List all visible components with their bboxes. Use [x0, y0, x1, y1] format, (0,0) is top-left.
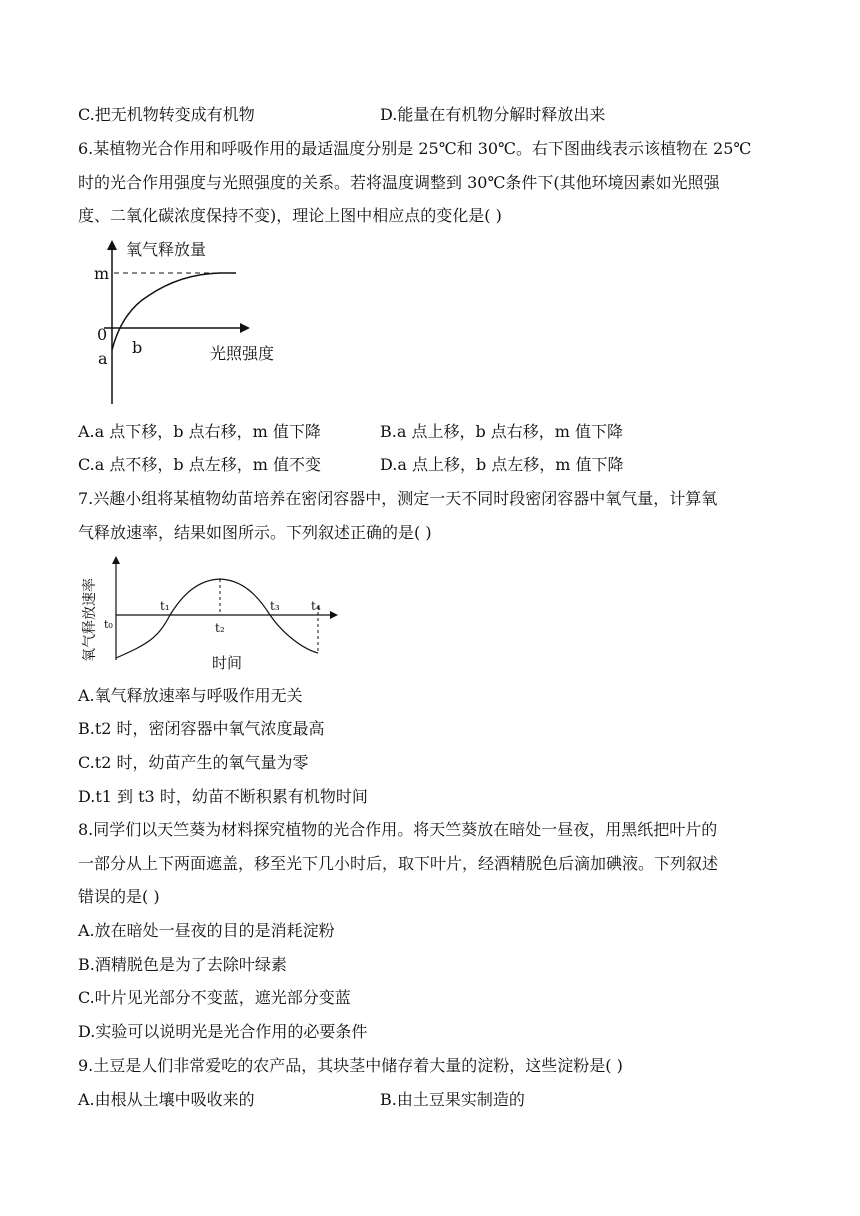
- q7-label-t4: t₄: [311, 599, 321, 613]
- q7-label-t2: t₂: [215, 621, 225, 635]
- q6-label-b: b: [132, 338, 143, 357]
- q6-x-axis-label: 光照强度: [210, 344, 275, 363]
- q6-curve: [112, 273, 236, 350]
- q7-y-axis-label: 氧气释放速率: [82, 578, 98, 662]
- q6-option-c: C.a 点不移，b 点左移，m 值不变: [78, 455, 321, 474]
- q7-option-c: C.t2 时，幼苗产生的氧气量为零: [78, 753, 309, 772]
- q6-y-axis-label: 氧气释放量: [126, 240, 207, 259]
- q7-option-d: D.t1 到 t3 时，幼苗不断积累有机物时间: [78, 787, 368, 806]
- q6-label-0: 0: [97, 325, 108, 344]
- q7-stem-line-1: 7.兴趣小组将某植物幼苗培养在密闭容器中，测定一天不同时段密闭容器中氧气量，计算氧: [78, 489, 718, 508]
- q8-stem-line-2: 一部分从上下两面遮盖，移至光下几小时后，取下叶片，经酒精脱色后滴加碘液。下列叙述: [78, 854, 719, 873]
- q6-stem-line-2: 时的光合作用强度与光照强度的关系。若将温度调整到 30℃条件下(其他环境因素如光照强: [78, 173, 720, 192]
- q7-x-axis-label: 时间: [212, 654, 243, 672]
- q9-option-a: A.由根从土壤中吸收来的: [78, 1090, 255, 1109]
- q7-figure: [78, 554, 340, 674]
- q8-stem-line-3: 错误的是( ): [78, 887, 160, 906]
- q8-option-c: C.叶片见光部分不变蓝，遮光部分变蓝: [78, 988, 351, 1007]
- q9-stem: 9.土豆是人们非常爱吃的农产品，其块茎中储存着大量的淀粉，这些淀粉是( ): [78, 1056, 623, 1075]
- q8-stem-line-1: 8.同学们以天竺葵为材料探究植物的光合作用。将天竺葵放在暗处一昼夜，用黑纸把叶片的: [78, 820, 718, 839]
- q6-option-b: B.a 点上移，b 点右移，m 值下降: [380, 422, 624, 441]
- q7-label-t0: t₀: [104, 618, 113, 631]
- q8-option-a: A.放在暗处一昼夜的目的是消耗淀粉: [78, 921, 335, 940]
- q7-option-a: A.氧气释放速率与呼吸作用无关: [78, 686, 303, 705]
- q5-option-d: D.能量在有机物分解时释放出来: [380, 105, 606, 124]
- q6-stem-line-3: 度、二氧化碳浓度保持不变)，理论上图中相应点的变化是( ): [78, 206, 502, 225]
- q6-option-a: A.a 点下移，b 点右移，m 值下降: [78, 422, 321, 441]
- q8-option-b: B.酒精脱色是为了去除叶绿素: [78, 955, 287, 974]
- q7-option-b: B.t2 时，密闭容器中氧气浓度最高: [78, 719, 325, 738]
- q7-stem-line-2: 气释放速率，结果如图所示。下列叙述正确的是( ): [78, 523, 432, 542]
- q5-option-c: C.把无机物转变成有机物: [78, 105, 255, 124]
- q7-curve: [116, 579, 318, 658]
- q6-option-d: D.a 点上移，b 点左移，m 值下降: [380, 455, 624, 474]
- q6-label-a: a: [98, 349, 108, 368]
- q7-label-t1: t₁: [160, 599, 170, 613]
- q6-label-m: m: [94, 264, 110, 283]
- q9-option-b: B.由土豆果实制造的: [380, 1090, 525, 1109]
- q8-option-d: D.实验可以说明光是光合作用的必要条件: [78, 1022, 368, 1041]
- q6-figure: [90, 236, 300, 408]
- q6-stem-line-1: 6.某植物光合作用和呼吸作用的最适温度分别是 25℃和 30℃。右下图曲线表示该植物在 25℃: [78, 139, 752, 158]
- q7-label-t3: t₃: [270, 599, 280, 613]
